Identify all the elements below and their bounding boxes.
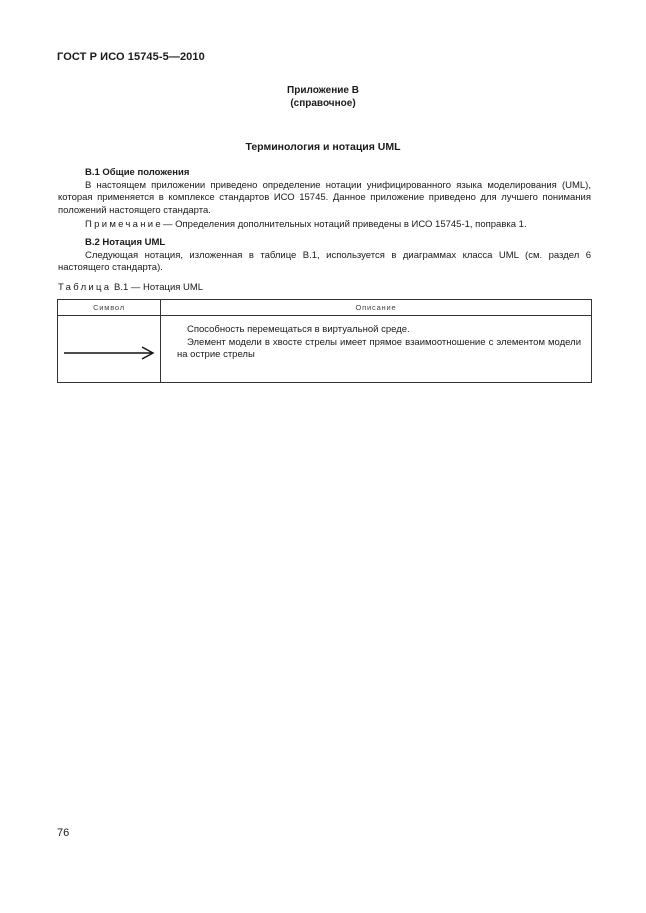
section-b2-paragraph: Следующая нотация, изложенная в таблице В.1, используется в диаграммах класса UML (см. раздел 6 настоящего стандарта). — [58, 249, 591, 274]
section-title: Терминология и нотация UML — [245, 141, 401, 153]
appendix-type: (справочное) — [290, 98, 356, 109]
table-caption — [58, 282, 203, 293]
document-header: ГОСТ Р ИСО 15745-5—2010 — [57, 51, 205, 63]
header-symbol: Символ — [58, 300, 161, 316]
page-number: 76 — [57, 827, 70, 839]
arrow-wrap — [58, 316, 160, 374]
note — [58, 219, 591, 232]
description-line-2: Элемент модели в хвосте стрелы имеет прямое взаимоотношение с элементом модели на острие стрелы — [177, 336, 581, 360]
appendix-title: Приложение В — [287, 85, 359, 96]
note-label: Примечание — [85, 219, 163, 230]
note-paragraph — [58, 219, 591, 232]
section-b1 — [58, 167, 591, 217]
section-b1-paragraph: В настоящем приложении приведено определение нотации унифицированного языка моделирования (UML), которая применяется в комплексе стандартов ИСО 15745. Данное приложение приведено для лучшего понимания положений настоящего стандарта. — [58, 179, 591, 216]
table-row — [58, 316, 592, 383]
table-caption-text: В.1 — Нотация UML — [114, 282, 204, 293]
header-description: Описание — [161, 300, 592, 316]
table-caption-label: Таблица — [58, 282, 112, 293]
section-b2 — [58, 237, 591, 275]
appendix-heading — [0, 84, 646, 110]
arrow-right-icon — [63, 346, 157, 360]
description-line-1: Способность перемещаться в виртуальной среде. — [187, 324, 410, 335]
note-text: — Определения дополнительных нотаций приведены в ИСО 15745-1, поправка 1. — [163, 219, 527, 230]
symbol-cell — [58, 316, 161, 383]
section-b1-heading: В.1 Общие положения — [85, 167, 190, 178]
section-b2-heading: В.2 Нотация UML — [85, 237, 166, 248]
table-header-row — [58, 300, 592, 316]
notation-table — [57, 299, 592, 383]
description-cell — [161, 316, 592, 383]
